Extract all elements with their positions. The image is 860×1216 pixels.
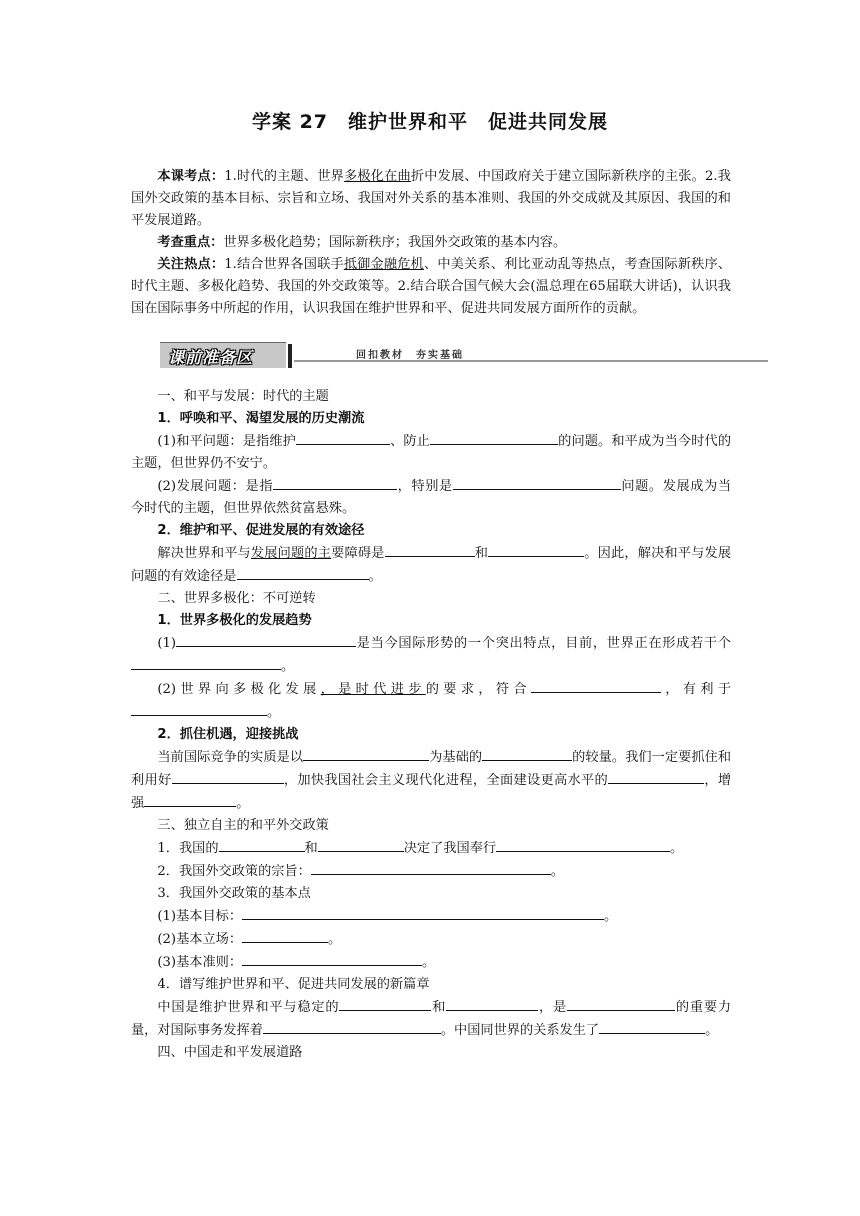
intro-text: 世界多极化趋势；国际新秩序；我国外交政策的基本内容。 [223, 235, 567, 250]
section-heading: 二、世界多极化：不可逆转 [157, 591, 316, 606]
intro-text: 1.时代的主题、世界 [224, 169, 344, 184]
text: ，特别是 [397, 479, 453, 494]
text: 解决世界和平与 [157, 546, 251, 561]
text: 。 [328, 932, 342, 947]
text: 。因此，解决和平与发展问题的有效途径是 [131, 546, 732, 584]
fill-blank[interactable] [263, 1019, 441, 1034]
fill-blank[interactable] [242, 905, 604, 920]
fill-blank[interactable] [482, 746, 572, 761]
fill-blank[interactable] [430, 430, 558, 445]
fill-blank[interactable] [599, 1019, 705, 1034]
text: 。 [267, 705, 281, 720]
section-banner [160, 342, 768, 368]
text: ，是 [538, 1000, 568, 1015]
paragraph [131, 632, 731, 678]
text: 和 [474, 546, 489, 561]
intro-text: 折中发展、中国政府关于建立国际新秩序的主张。2.我国外交政策的基本目标、宗旨和立场、我国对外关系的基本准则、我国的外交成就及其原因、我国的和平发展道路。 [131, 169, 731, 228]
intro-label: 考查重点： [157, 235, 224, 250]
fill-blank[interactable] [303, 746, 429, 761]
fill-blank[interactable] [131, 655, 281, 670]
text: (2)发展问题：是指 [157, 479, 274, 494]
fill-blank[interactable] [311, 860, 551, 875]
fill-blank[interactable] [446, 996, 538, 1011]
fill-blank[interactable] [273, 475, 397, 490]
paragraph [131, 928, 731, 951]
paragraph [131, 430, 731, 475]
paragraph [131, 542, 731, 588]
page-title: 学案 27 维护世界和平 促进共同发展 [251, 111, 609, 133]
text: (1) [157, 636, 177, 651]
fill-blank[interactable] [318, 837, 404, 852]
text: 的较量。我们一定要抓住和利用好 [131, 750, 732, 788]
intro-text: 、中美关系、利比亚动乱等热点，考查国际新秩序、时代主题、多极化趋势、我国的外交政策等。2.结合联合国气候大会(温总理在65届联大讲话)，认识我国在国际事务中所起的作用，认识我国在维护世界和平、促进共同发展方面所作的贡献。 [131, 257, 732, 316]
subsection-heading: 2．抓住机遇，迎接挑战 [157, 727, 299, 742]
text: 。 [550, 864, 565, 879]
fill-blank[interactable] [488, 542, 584, 557]
text: ，加快我国社会主义现代化进程，全面建设更高水平的 [283, 773, 608, 788]
text: 和 [304, 841, 318, 856]
fill-blank[interactable] [608, 769, 704, 784]
text: ，有利于 [660, 682, 732, 697]
section-heading: 四、中国走和平发展道路 [157, 1045, 303, 1060]
text: 为基础的 [429, 750, 483, 765]
paragraph [131, 996, 731, 1042]
text: 和 [431, 1000, 447, 1015]
paragraph [131, 475, 731, 520]
text: 问题。发展成为当今时代的主题，但世界依然贫富悬殊。 [131, 479, 732, 516]
text: 。 [670, 841, 684, 856]
intro-paragraph-2 [131, 232, 731, 254]
intro-section [131, 166, 731, 320]
text: (1)基本目标： [157, 909, 243, 924]
subsection-heading: 1．世界多极化的发展趋势 [157, 613, 312, 628]
intro-label: 关注热点： [157, 257, 225, 272]
fill-blank[interactable] [176, 632, 356, 647]
fill-blank[interactable] [567, 996, 675, 1011]
fill-blank[interactable] [296, 430, 390, 445]
intro-paragraph-3 [131, 254, 731, 320]
text: (2)基本立场： [157, 932, 243, 947]
text: 。 [281, 659, 295, 674]
text: 。 [422, 955, 436, 970]
text: ，增强 [131, 773, 732, 811]
text: 决定了我国奉行 [403, 841, 497, 856]
worksheet-body [131, 386, 731, 1064]
text: 的重要力量，对国际事务发挥着 [131, 1000, 732, 1038]
underlined-text: 发展问题的主 [250, 546, 332, 561]
section-heading: 三、独立自主的和平外交政策 [157, 818, 329, 833]
text: 当前国际竞争的实质是以 [157, 750, 304, 765]
fill-blank[interactable] [242, 951, 422, 966]
paragraph: 4．谱写维护世界和平、促进共同发展的新篇章 [157, 977, 430, 992]
paragraph [131, 860, 731, 883]
fill-blank[interactable] [453, 475, 621, 490]
fill-blank[interactable] [531, 678, 661, 693]
text: 的问题。和平成为当今时代的主题，但世界仍不安宁。 [131, 434, 732, 471]
fill-blank[interactable] [237, 565, 369, 580]
intro-text: 1.结合世界各国联手 [224, 257, 344, 272]
text: 要障碍是 [331, 546, 385, 561]
text: 。 [604, 909, 618, 924]
fill-blank[interactable] [219, 837, 305, 852]
banner-subtitle: 回扣教材 夯实基础 [356, 350, 464, 361]
text: 。 [236, 796, 250, 811]
paragraph [131, 905, 731, 928]
text: 。中国同世界的关系发生了 [440, 1023, 600, 1038]
banner-divider-bar [288, 344, 292, 368]
fill-blank[interactable] [496, 837, 670, 852]
text: 是当今国际形势的一个突出特点，目前，世界正在形成若干个 [356, 636, 731, 651]
text: 中国是维护世界和平与稳定的 [157, 1000, 340, 1015]
text: 。 [705, 1023, 719, 1038]
fill-blank[interactable] [385, 542, 475, 557]
text: (3)基本准则： [157, 955, 243, 970]
intro-label: 本课考点： [157, 169, 225, 184]
text: (1)和平问题：是指维护 [157, 434, 296, 449]
fill-blank[interactable] [172, 769, 284, 784]
paragraph [131, 951, 731, 974]
intro-underlined-text: 抵御金融危机 [343, 257, 424, 272]
intro-paragraph-1 [131, 166, 731, 232]
text: (2)世界向多极化发展 [157, 682, 321, 697]
paragraph [131, 837, 731, 860]
subsection-heading: 2．维护和平、促进发展的有效途径 [157, 523, 365, 538]
fill-blank[interactable] [242, 928, 328, 943]
text: 。 [368, 569, 382, 584]
fill-blank[interactable] [131, 701, 267, 716]
fill-blank[interactable] [339, 996, 431, 1011]
underlined-text: ，是时代进步 [320, 682, 426, 697]
paragraph [131, 746, 731, 815]
section-heading: 一、和平与发展：时代的主题 [157, 389, 329, 404]
text: 1．我国的 [157, 841, 219, 856]
paragraph [131, 678, 731, 724]
banner-title: 课前准备区 [168, 348, 254, 367]
intro-underlined-text: 多极化在曲 [344, 169, 411, 184]
text: 、防止 [389, 434, 431, 449]
text: 2．我国外交政策的宗旨： [157, 864, 311, 879]
fill-blank[interactable] [144, 792, 236, 807]
paragraph: 3．我国外交政策的基本点 [157, 886, 311, 901]
subsection-heading: 1．呼唤和平、渴望发展的历史潮流 [157, 411, 365, 426]
text: 的要求，符合 [425, 682, 531, 697]
